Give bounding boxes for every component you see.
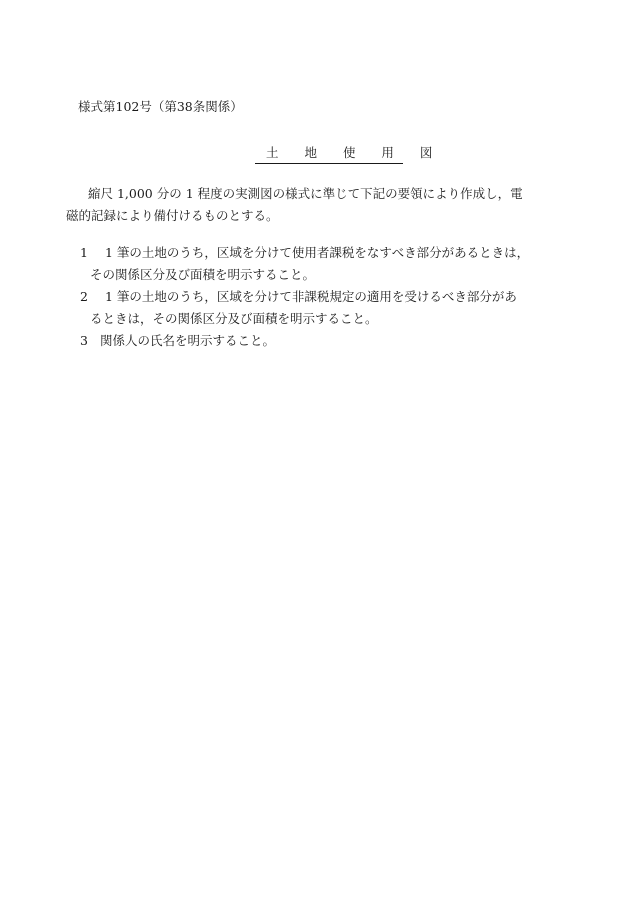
document-title: 土 地 使 用 図 <box>255 144 403 164</box>
item-text-line-2: その関係区分及び面積を明示すること。 <box>90 267 316 282</box>
intro-line-2: 磁的記録により備付けるものとする。 <box>66 208 279 223</box>
form-number-label: 様式第102号（第38条関係） <box>78 99 243 114</box>
list-item-1 <box>80 242 570 286</box>
item-text-line-2: るときは，その関係区分及び面積を明示すること。 <box>90 311 378 326</box>
item-list <box>80 242 570 352</box>
item-text-line-1: 関係人の氏名を明示すること。 <box>100 333 276 348</box>
list-item-3 <box>80 330 570 352</box>
item-text-line-1: 1 筆の土地のうち，区域を分けて使用者課税をなすべき部分があるときは， <box>105 245 530 260</box>
intro-line-1: 縮尺 1,000 分の 1 程度の実測図の様式に準じて下記の要領により作成し，電 <box>88 186 523 201</box>
list-item-2 <box>80 286 570 330</box>
item-number: 1 <box>80 245 88 260</box>
item-text-line-1: 1 筆の土地のうち，区域を分けて非課税規定の適用を受けるべき部分があ <box>105 289 517 304</box>
item-number: 2 <box>80 289 88 304</box>
item-number: 3 <box>80 333 88 348</box>
intro-paragraph <box>66 183 566 227</box>
